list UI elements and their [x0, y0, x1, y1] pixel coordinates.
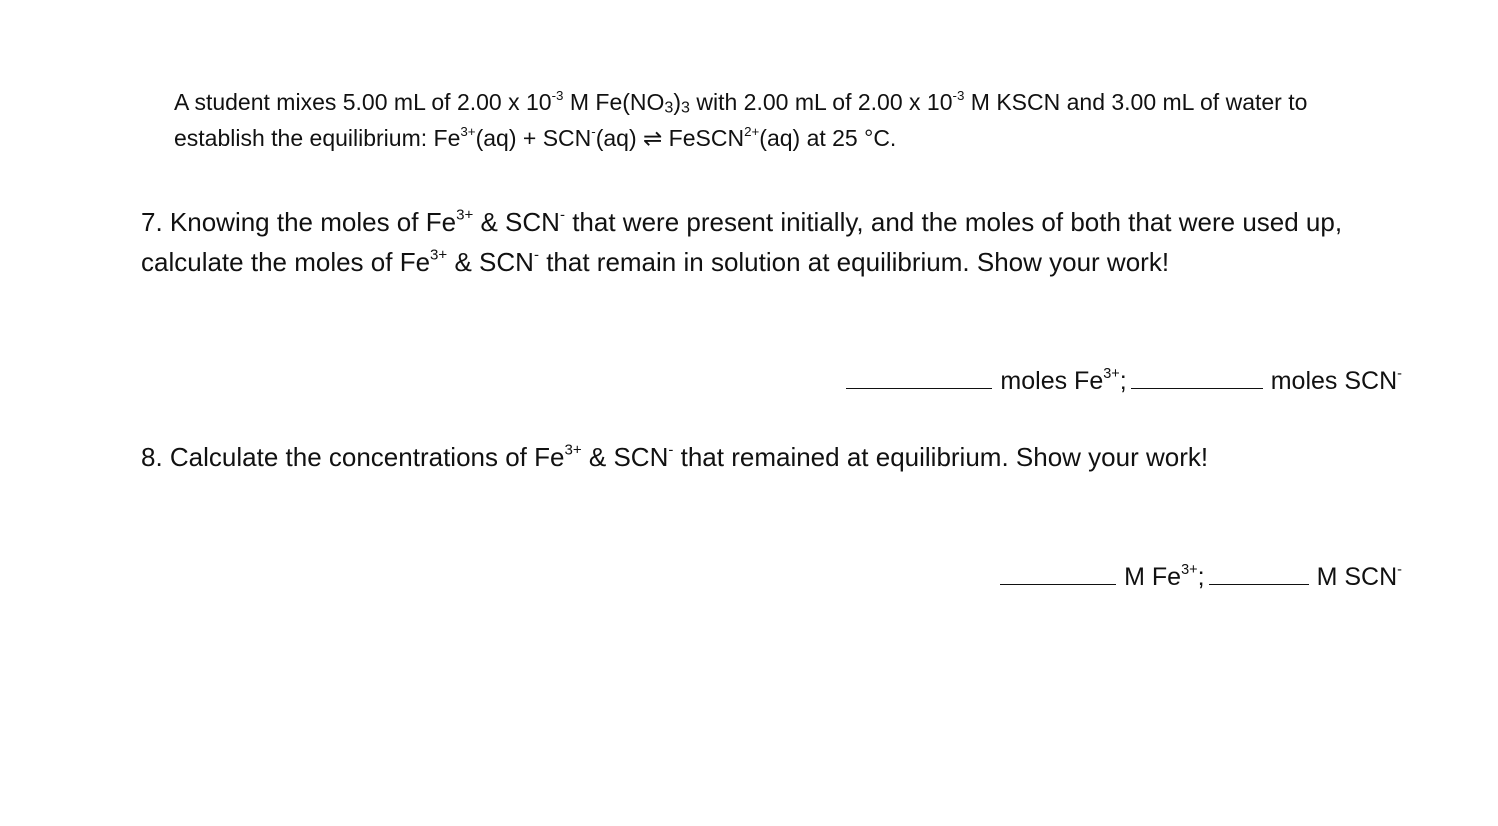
- question-text: 7. Knowing the moles of Fe: [141, 207, 457, 237]
- subscript: 3: [681, 98, 690, 117]
- intro-text: (aq) + SCN: [475, 125, 592, 151]
- charge-superscript: 3+: [1103, 366, 1120, 383]
- intro-text: (aq) ⇌ FeSCN: [595, 125, 745, 151]
- intro-text: (aq) at 25 °C.: [759, 125, 897, 151]
- answer-line-8: [1000, 558, 1402, 595]
- charge-superscript: 2+: [744, 124, 760, 139]
- question-text: that remained at equilibrium. Show your work!: [673, 442, 1209, 472]
- intro-text: M KSCN and 3.00 mL of water to establish the equilibrium: Fe: [174, 89, 1308, 151]
- question-text: 8. Calculate the concentrations of Fe: [141, 442, 565, 472]
- intro-text: A student mixes 5.00 mL of 2.00 x 10: [174, 89, 552, 115]
- charge-superscript: 3+: [564, 441, 582, 459]
- charge-superscript: -: [668, 441, 674, 459]
- charge-superscript: 3+: [456, 206, 474, 224]
- charge-superscript: 3+: [460, 124, 476, 139]
- separator: ;: [1197, 563, 1205, 591]
- problem-intro: [174, 84, 1374, 156]
- answer-label: moles SCN: [1270, 367, 1398, 395]
- question-text: that remain in solution at equilibrium. Show your work!: [538, 247, 1170, 277]
- exponent: -3: [952, 88, 965, 103]
- question-text: & SCN: [447, 247, 534, 277]
- answer-label: M SCN: [1316, 563, 1398, 591]
- charge-superscript: -: [533, 246, 539, 264]
- answer-label: M Fe: [1124, 563, 1182, 591]
- question-8: [141, 437, 1441, 477]
- answer-blank-moles-fe[interactable]: [846, 362, 992, 389]
- question-text: & SCN: [473, 207, 560, 237]
- charge-superscript: -: [559, 206, 565, 224]
- charge-superscript: -: [1397, 562, 1402, 579]
- answer-blank-conc-fe[interactable]: [1000, 558, 1116, 585]
- question-text: that were present initially, and the moles of both that were used up, calculate the moles of Fe: [141, 207, 1343, 277]
- answer-blank-moles-scn[interactable]: [1131, 362, 1263, 389]
- intro-text: with 2.00 mL of 2.00 x 10: [689, 89, 953, 115]
- exponent: -3: [551, 88, 564, 103]
- charge-superscript: 3+: [430, 246, 448, 264]
- charge-superscript: -: [591, 124, 596, 139]
- charge-superscript: 3+: [1181, 562, 1198, 579]
- question-7: [141, 202, 1441, 282]
- intro-text: M Fe(NO: [563, 89, 665, 115]
- charge-superscript: -: [1397, 366, 1402, 383]
- answer-blank-conc-scn[interactable]: [1209, 558, 1309, 585]
- intro-text: ): [673, 89, 682, 115]
- separator: ;: [1119, 367, 1127, 395]
- subscript: 3: [664, 98, 674, 117]
- answer-line-7: [846, 362, 1402, 399]
- answer-label: moles Fe: [1000, 367, 1104, 395]
- question-text: & SCN: [581, 442, 669, 472]
